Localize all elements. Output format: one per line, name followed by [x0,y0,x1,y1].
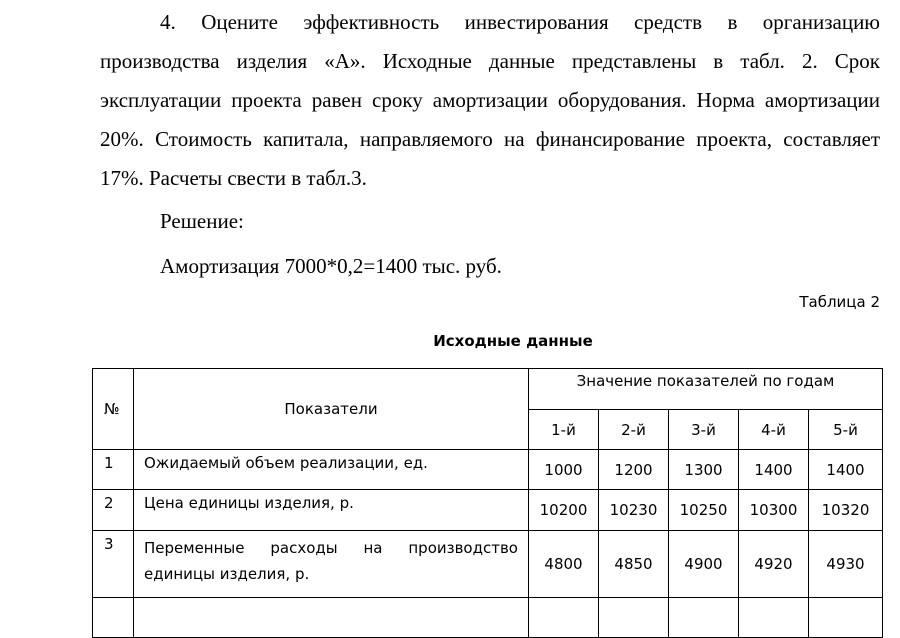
row-value: 4930 [809,531,883,598]
row-value: 10230 [599,490,669,531]
table-number-label: Таблица 2 [799,293,880,311]
row-indicator [134,531,529,598]
task-text: 4. Оцените эффективность инвестирования средств в организацию производства изделия «А». Исходные данные представлены в табл. 2. Срок эксплуатации проекта равен сроку амортизации оборудования. Норма амортизации 20%. Стоимость капитала, направляемого на финансирование проекта, составляет 17%. Расчеты свести в табл.3. [100,10,880,190]
header-year-5: 5-й [809,410,883,450]
row-value: 1200 [599,450,669,490]
row-indicator-text: Переменные расходы на производство единицы изделия, р. [144,539,518,583]
row-indicator: Цена единицы изделия, р. [134,490,529,531]
row-number: 3 [93,531,134,598]
source-data-table [92,368,883,638]
row-number: 2 [93,490,134,531]
header-year-1: 1-й [529,410,599,450]
amortization-line: Амортизация 7000*0,2=1400 тыс. руб. [160,254,502,278]
row-indicator: Ожидаемый объем реализации, ед. [134,450,529,490]
table-title: Исходные данные [433,332,593,350]
header-number: № [93,369,134,450]
header-year-2: 2-й [599,410,669,450]
row-value: 10250 [669,490,739,531]
row-value: 1000 [529,450,599,490]
row-value: 4900 [669,531,739,598]
row-number: 1 [93,450,134,490]
row-value: 10300 [739,490,809,531]
solution-heading: Решение: [160,209,244,233]
row-value: 10200 [529,490,599,531]
header-year-3: 3-й [669,410,739,450]
row-value: 1300 [669,450,739,490]
row-value: 1400 [809,450,883,490]
header-year-4: 4-й [739,410,809,450]
row-value: 4920 [739,531,809,598]
table-row [93,490,883,531]
table-row [93,531,883,598]
table-header-row [93,369,883,410]
task-statement [100,3,880,198]
row-value: 10320 [809,490,883,531]
header-values-by-year: Значение показателей по годам [529,369,883,410]
table-row [93,450,883,490]
header-indicators: Показатели [134,369,529,450]
row-value: 4850 [599,531,669,598]
row-value: 4800 [529,531,599,598]
row-value: 1400 [739,450,809,490]
